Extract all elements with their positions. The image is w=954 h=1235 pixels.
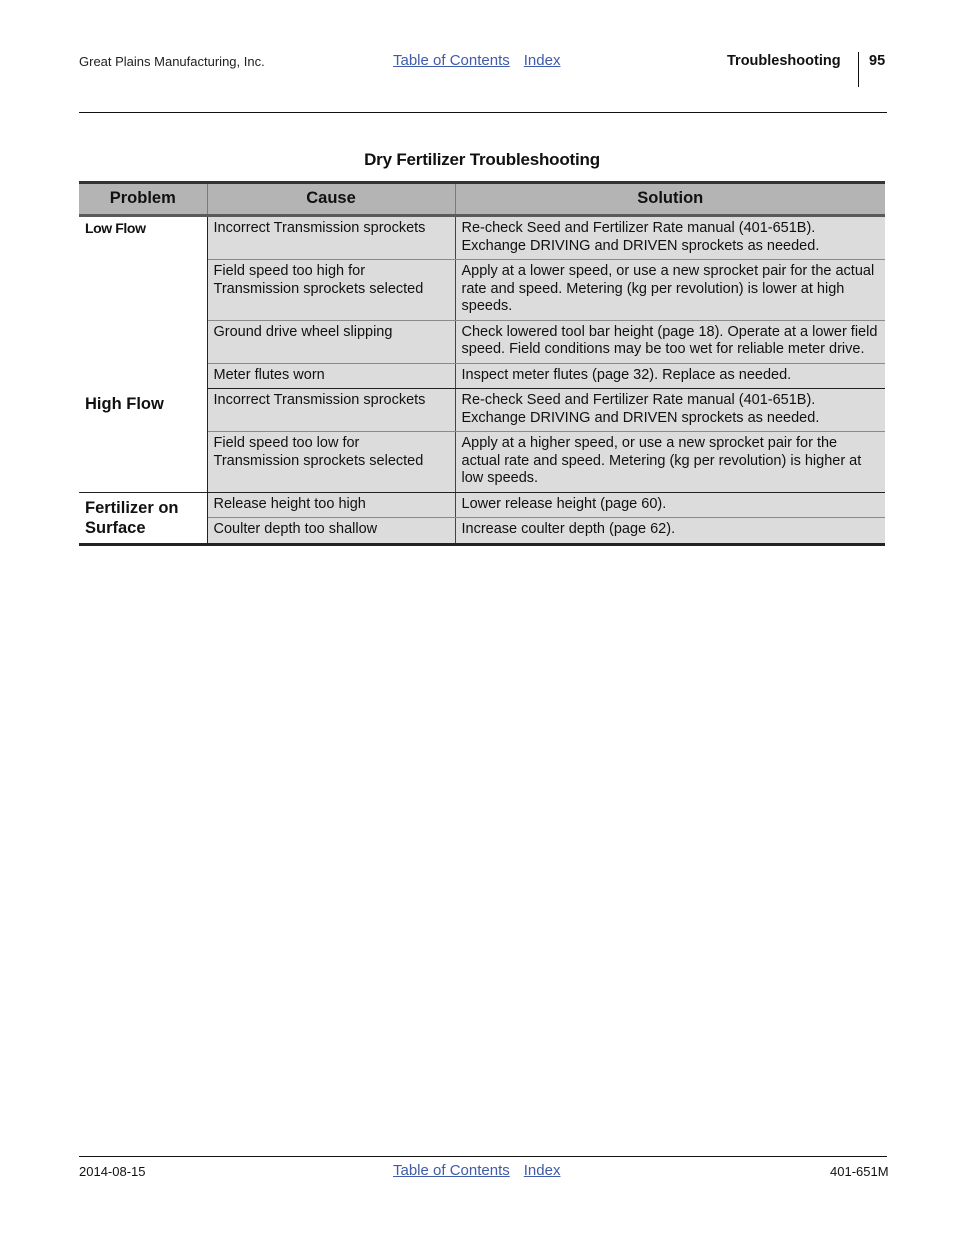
cause-cell: Field speed too low for Transmission sprockets selected: [207, 432, 455, 493]
problem-cell-fertilizer-on-surface: Fertilizer on Surface: [79, 492, 207, 544]
cause-cell: Meter flutes worn: [207, 363, 455, 389]
solution-cell: Apply at a lower speed, or use a new sprocket pair for the actual rate and speed. Metering (kg per revolution) is lower at high speeds.: [455, 260, 885, 321]
table-header-row: [79, 183, 885, 216]
document-number: 401-651M: [830, 1164, 889, 1179]
solution-cell: Re-check Seed and Fertilizer Rate manual (401-651B). Exchange DRIVING and DRIVEN sprockets as needed.: [455, 389, 885, 432]
footer-index-link[interactable]: Index: [523, 1162, 561, 1179]
solution-cell: Apply at a higher speed, or use a new sprocket pair for the actual rate and speed. Metering (kg per revolution) is higher at low speeds.: [455, 432, 885, 493]
cause-cell: Coulter depth too shallow: [207, 518, 455, 545]
header-rule: [79, 112, 887, 113]
problem-cell-high-flow: High Flow: [79, 389, 207, 493]
cause-cell: Ground drive wheel slipping: [207, 320, 455, 363]
cause-cell: Release height too high: [207, 492, 455, 518]
troubleshooting-table: [79, 181, 885, 546]
table-row: [79, 389, 885, 432]
solution-cell: Increase coulter depth (page 62).: [455, 518, 885, 545]
footer-nav: [393, 1162, 574, 1179]
table-row: [79, 216, 885, 260]
footer-date: 2014-08-15: [79, 1164, 146, 1179]
section-title: Troubleshooting: [727, 53, 841, 69]
solution-cell: Lower release height (page 60).: [455, 492, 885, 518]
table-of-contents-link[interactable]: Table of Contents: [393, 52, 510, 69]
index-link[interactable]: Index: [523, 52, 561, 69]
solution-cell: Re-check Seed and Fertilizer Rate manual (401-651B). Exchange DRIVING and DRIVEN sprockets as needed.: [455, 216, 885, 260]
footer-rule: [79, 1156, 887, 1157]
footer-table-of-contents-link[interactable]: Table of Contents: [393, 1162, 510, 1179]
table-row: [79, 492, 885, 518]
solution-cell: Inspect meter flutes (page 32). Replace as needed.: [455, 363, 885, 389]
column-header-cause: Cause: [207, 183, 455, 216]
table-title: Dry Fertilizer Troubleshooting: [364, 150, 600, 169]
solution-cell: Check lowered tool bar height (page 18). Operate at a lower field speed. Field conditions may be too wet for reliable meter drive.: [455, 320, 885, 363]
header-nav: [393, 52, 574, 69]
header-divider: [858, 52, 859, 87]
column-header-problem: Problem: [79, 183, 207, 216]
problem-cell-low-flow: Low Flow: [79, 216, 207, 389]
cause-cell: Field speed too high for Transmission sprockets selected: [207, 260, 455, 321]
cause-cell: Incorrect Transmission sprockets: [207, 389, 455, 432]
cause-cell: Incorrect Transmission sprockets: [207, 216, 455, 260]
column-header-solution: Solution: [455, 183, 885, 216]
page-number: 95: [869, 53, 886, 69]
company-name: Great Plains Manufacturing, Inc.: [79, 54, 265, 69]
